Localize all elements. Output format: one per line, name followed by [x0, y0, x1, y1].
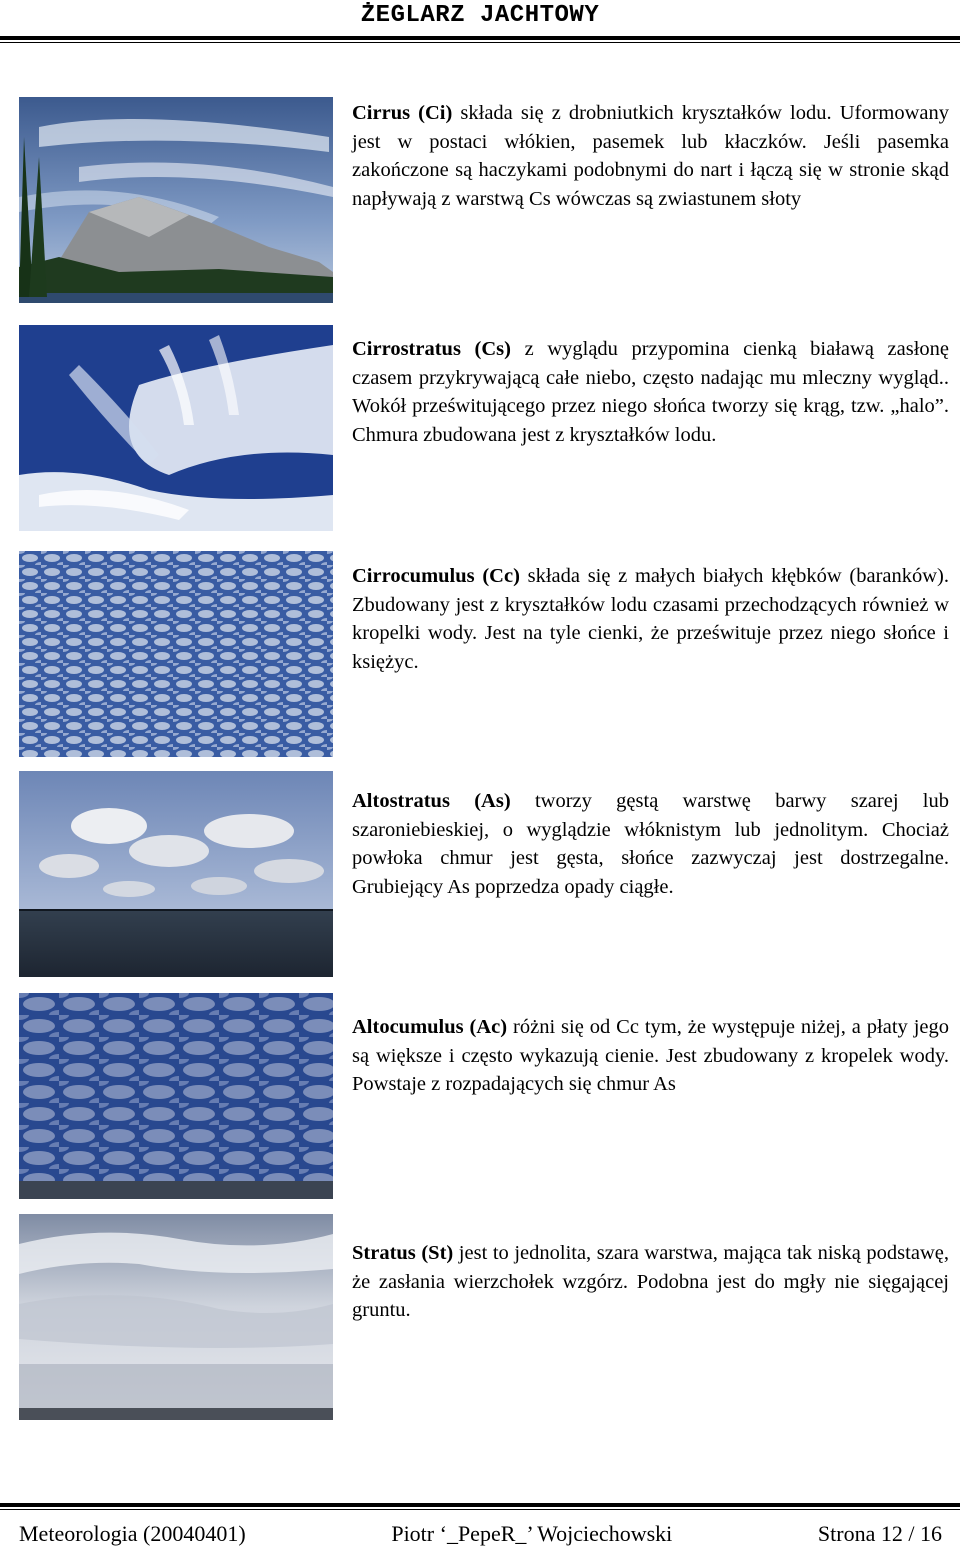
cirrostratus-photo	[19, 325, 333, 531]
cloud-text: składa się z drobniutkich kryształków lodu. Uformowany jest w postaci włókien, pasemek lub kłaczków. Jeśli pasemka zakończone są haczykami podobnymi do nart i łączą się w stronie skąd napływają z warstwą Cs wówczas są zwiastunem słoty	[352, 102, 949, 210]
altostratus-description	[352, 787, 949, 901]
cloud-text: jest to jednolita, szara warstwa, mająca tak niską podstawę, że zasłania wierzchołek wzgórz. Podobna jest do mgły nie sięgającej gruntu.	[352, 1242, 949, 1321]
cloud-name: Altostratus (As)	[352, 790, 511, 812]
cloud-name: Stratus (St)	[352, 1242, 454, 1264]
cloud-text: tworzy gęstą warstwę barwy szarej lub szaroniebieskiej, o wyglądzie włóknistym lub jednolitym. Chociaż powłoka chmur jest gęsta, słońce zazwyczaj jest dostrzegalne. Grubiejący As poprzedza opady ciągłe.	[352, 790, 950, 898]
cloud-text: z wyglądu przypomina cienką białawą zasłonę czasem przykrywającą całe niebo, często nadając mu mleczny wygląd.. Wokół prześwitującego przez niego słońca tworzy się krąg, tzw. „halo”. Chmura zbudowana jest z kryształków lodu.	[352, 338, 950, 446]
cloud-name: Altocumulus (Ac)	[352, 1016, 508, 1038]
cirrostratus-description	[352, 335, 949, 449]
footer-page-number: Strona 12 / 16	[817, 1521, 942, 1546]
cirrus-photo	[19, 97, 333, 303]
page-header-title: ŻEGLARZ JACHTOWY	[360, 2, 600, 29]
cloud-name: Cirrus (Ci)	[352, 102, 453, 124]
altostratus-photo	[19, 771, 333, 977]
footer-rule-thick	[0, 1503, 960, 1507]
page-footer	[19, 1518, 942, 1550]
cloud-name: Cirrostratus (Cs)	[352, 338, 511, 360]
cloud-text: składa się z małych białych kłębków (baranków). Zbudowany jest z kryształków lodu czasami przechodzących również w kropelki wody. Jest na tyle cienki, że prześwituje przez niego słońce i księżyc.	[352, 565, 949, 673]
cirrocumulus-photo	[19, 551, 333, 757]
footer-left: Meteorologia (20040401)	[19, 1521, 246, 1546]
cloud-text: różni się od Cc tym, że występuje niżej, a płaty jego są większe i często wykazują cienie. Jest zbudowany z kropelek wody. Powstaje z rozpadających się chmur As	[352, 1016, 949, 1095]
stratus-photo	[19, 1214, 333, 1420]
altocumulus-description	[352, 1013, 949, 1099]
header-rule-thick	[0, 36, 960, 40]
cirrocumulus-description	[352, 562, 949, 676]
footer-author: Piotr ‘_PepeR_’ Wojciechowski	[391, 1521, 673, 1546]
altocumulus-photo	[19, 993, 333, 1199]
stratus-description	[352, 1239, 949, 1325]
header-rule-thin	[0, 42, 960, 43]
footer-rule-thin	[0, 1509, 960, 1510]
cirrus-description	[352, 99, 949, 213]
cloud-name: Cirrocumulus (Cc)	[352, 565, 520, 587]
